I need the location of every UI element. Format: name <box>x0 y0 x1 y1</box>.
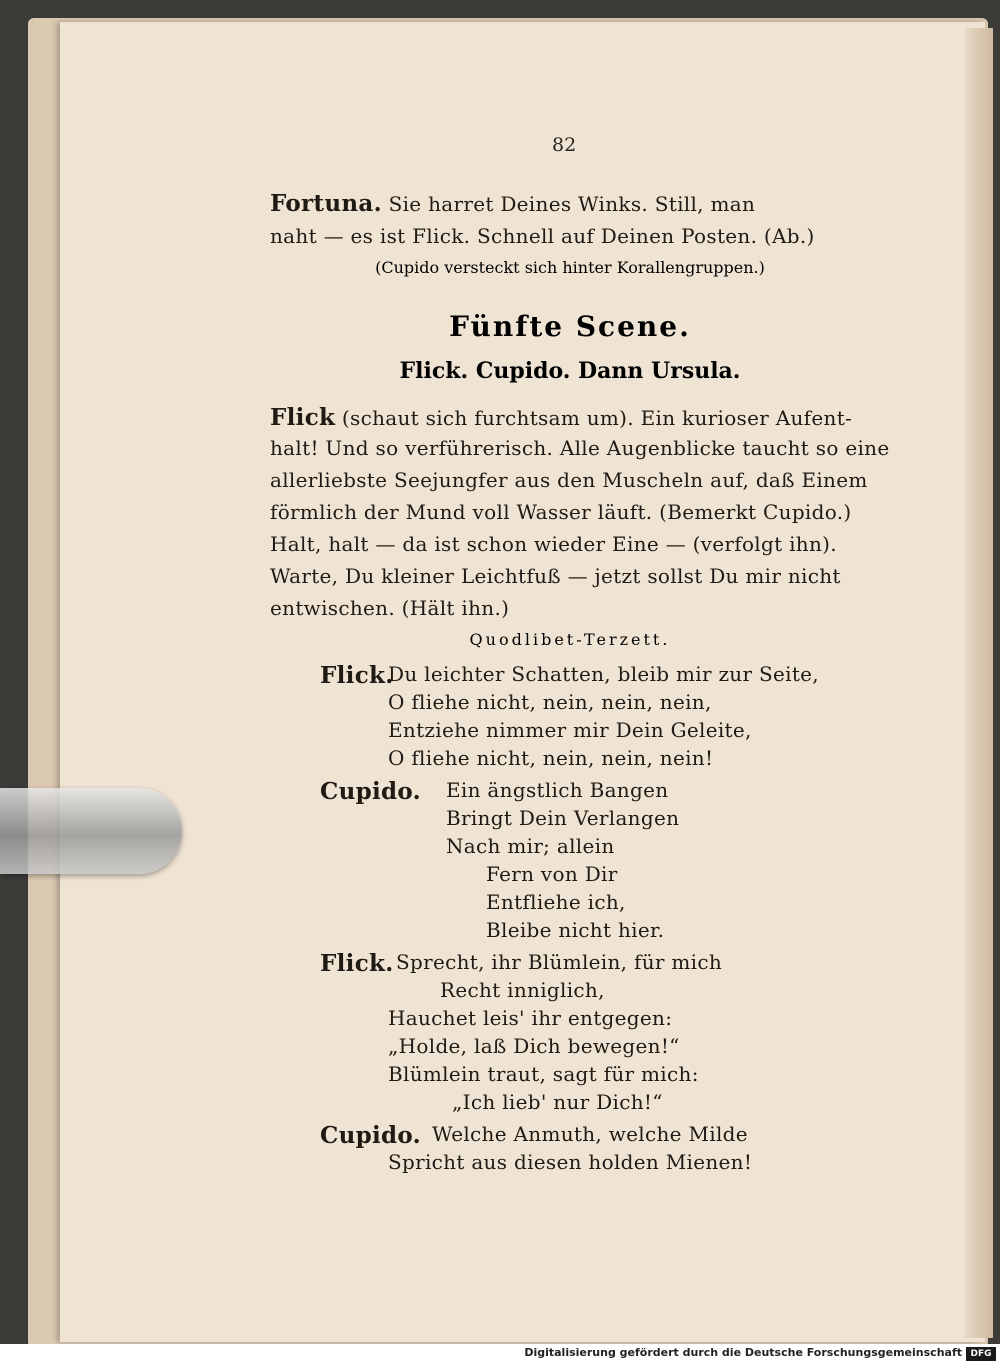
flick-speech-line-5: Halt, halt — da ist schon wieder Eine — (verfolgt ihn). <box>270 532 837 556</box>
scanner-clip <box>0 788 182 874</box>
verse-2-line-5: Entfliehe ich, <box>486 890 626 914</box>
verse-2-line-4: Fern von Dir <box>486 862 618 886</box>
flick-speech-line-6: Warte, Du kleiner Leichtfuß — jetzt sollst Du mir nicht <box>270 564 841 588</box>
verse-3-line-2: Recht inniglich, <box>440 978 605 1002</box>
fortuna-line-2: naht — es ist Flick. Schnell auf Deinen Posten. (Ab.) <box>270 224 815 248</box>
footer-credit: Digitalisierung gefördert durch die Deutsche Forschungsgemeinschaft <box>524 1346 962 1359</box>
verse-1-line-2: O fliehe nicht, nein, nein, nein, <box>388 690 712 714</box>
fortuna-line-1 <box>270 190 870 217</box>
scene-title: Fünfte Scene. <box>449 310 691 343</box>
flick-speech-line-7: entwischen. (Hält ihn.) <box>270 596 510 620</box>
verse-3-line-6: „Ich lieb' nur Dich!“ <box>452 1090 663 1114</box>
flick-speech-text-1: (schaut sich furchtsam um). Ein kurioser Aufent- <box>341 406 853 430</box>
flick-speech-line-3: allerliebste Seejungfer aus den Muscheln auf, daß Einem <box>270 468 868 492</box>
verse-3-line-4: „Holde, laß Dich bewegen!“ <box>388 1034 680 1058</box>
page-number: 82 <box>552 134 577 156</box>
scene-cast: Flick. Cupido. Dann Ursula. <box>399 358 741 384</box>
verse-3-line-1: Sprecht, ihr Blümlein, für mich <box>396 950 723 974</box>
verse-3-line-3: Hauchet leis' ihr entgegen: <box>388 1006 673 1030</box>
flick-speech-line-1 <box>270 404 852 431</box>
verse-3-line-5: Blümlein traut, sagt für mich: <box>388 1062 699 1086</box>
verse-2-line-2: Bringt Dein Verlangen <box>446 806 680 830</box>
speaker-flick: Flick <box>270 404 336 431</box>
verse-4-line-1: Welche Anmuth, welche Milde <box>432 1122 748 1146</box>
fortuna-text-1: Sie harret Deines Winks. Still, man <box>388 192 756 216</box>
page-edge <box>965 28 993 1338</box>
flick-speech-line-2: halt! Und so verführerisch. Alle Augenblicke taucht so eine <box>270 436 890 460</box>
verse-2-line-3: Nach mir; allein <box>446 834 615 858</box>
verse-1-line-3: Entziehe nimmer mir Dein Geleite, <box>388 718 752 742</box>
verse-1-line-4: O fliehe nicht, nein, nein, nein! <box>388 746 714 770</box>
verse-4-line-2: Spricht aus diesen holden Mienen! <box>388 1150 753 1174</box>
verse-3-speaker: Flick. <box>320 950 394 977</box>
song-title: Quodlibet-Terzett. <box>469 630 671 649</box>
flick-speech-line-4: förmlich der Mund voll Wasser läuft. (Bemerkt Cupido.) <box>270 500 852 524</box>
footer-bar <box>0 1344 1000 1364</box>
verse-4-speaker: Cupido. <box>320 1122 421 1149</box>
verse-2-line-6: Bleibe nicht hier. <box>486 918 665 942</box>
stage-direction-cupido: (Cupido versteckt sich hinter Korallengruppen.) <box>375 258 765 277</box>
dfg-logo-icon: DFG <box>966 1347 996 1361</box>
verse-1-line-1: Du leichter Schatten, bleib mir zur Seite, <box>388 662 819 686</box>
verse-1-speaker: Flick. <box>320 662 394 689</box>
speaker-fortuna: Fortuna. <box>270 190 382 217</box>
verse-2-line-1: Ein ängstlich Bangen <box>446 778 669 802</box>
verse-2-speaker: Cupido. <box>320 778 421 805</box>
